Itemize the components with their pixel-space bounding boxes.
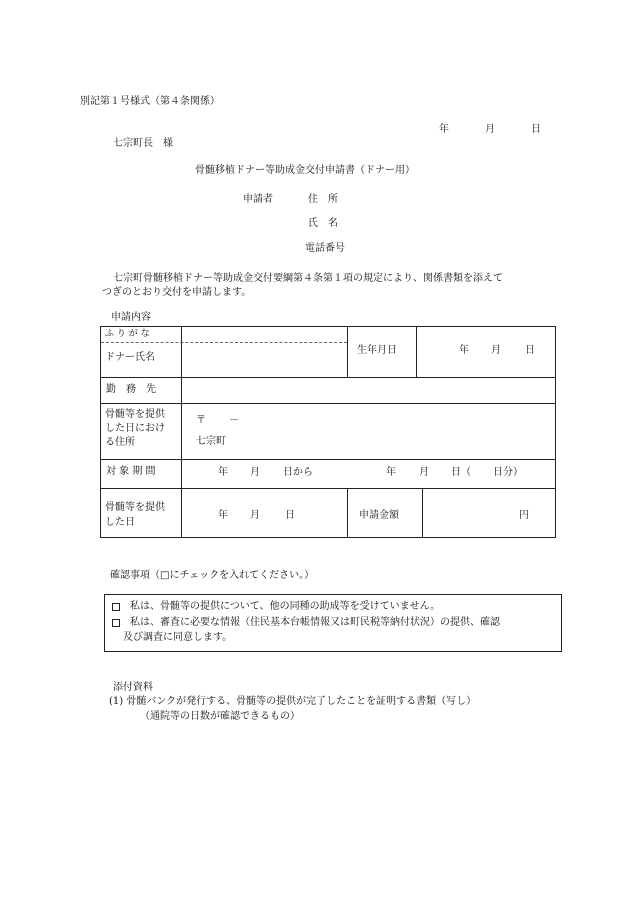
amount-field[interactable] xyxy=(423,489,533,537)
period-month-1: 月 xyxy=(250,467,260,478)
confirm-item-2-line-2: 及び調査に同意します。 xyxy=(123,632,233,643)
birth-month-label: 月 xyxy=(491,345,501,356)
date-month-label: 月 xyxy=(485,124,495,135)
period-day-1: 日から xyxy=(283,467,313,478)
address-label-line-1: 骨髄等を提供 xyxy=(105,409,165,420)
workplace-label: 勤 務 先 xyxy=(106,384,156,395)
intro-line-1: 七宗町骨髄移植ドナー等助成金交付要綱第４条第１項の規定により、関係書類を添えて xyxy=(113,273,503,284)
row-divider xyxy=(101,403,555,404)
period-days: 日分） xyxy=(493,467,523,478)
furigana-field[interactable] xyxy=(182,328,346,341)
confirm-item-2-line-1: 私は、審査に必要な情報（住民基本台帳情報又は町民税等納付状況）の提供、確認 xyxy=(130,617,500,628)
period-year-2: 年 xyxy=(386,467,396,478)
address-label-line-3: る住所 xyxy=(105,437,135,448)
birth-year-label: 年 xyxy=(459,345,469,356)
form-title: 骨髄移植ドナー等助成金交付申請書（ドナー用） xyxy=(195,165,415,176)
applicant-address-label: 住 所 xyxy=(308,194,338,205)
workplace-field[interactable] xyxy=(182,378,556,402)
amount-divider xyxy=(347,488,348,538)
provided-month: 月 xyxy=(250,510,260,521)
birth-day-label: 日 xyxy=(525,345,535,356)
attachments-heading: 添付資料 xyxy=(113,682,153,693)
attachment-item-1-note: （通院等の日数が確認できるもの） xyxy=(140,711,300,722)
attachment-item-1: (1) 骨髄バンクが発行する、骨髄等の提供が完了したことを証明する書類（写し） xyxy=(109,696,477,707)
period-month-2: 月 xyxy=(419,467,429,478)
applicant-name-label: 氏 名 xyxy=(308,218,338,229)
address-label-line-2: した日におけ xyxy=(105,423,165,434)
confirm-checkbox-2[interactable] xyxy=(112,619,120,627)
confirm-box xyxy=(104,594,562,652)
donor-name-field[interactable] xyxy=(182,344,346,376)
provided-label-line-2: した日 xyxy=(105,517,135,528)
period-year-1: 年 xyxy=(218,467,228,478)
provided-label-line-1: 骨髄等を提供 xyxy=(105,502,165,513)
amount-label: 申請金額 xyxy=(359,510,399,521)
section-title: 申請内容 xyxy=(111,312,151,323)
addressee: 七宗町長 様 xyxy=(113,138,173,149)
date-day-label: 日 xyxy=(531,124,541,135)
furigana-label: ふ り が な xyxy=(105,329,150,339)
confirm-checkbox-1[interactable] xyxy=(112,603,120,611)
postal-mark: 〒 xyxy=(196,415,206,426)
town-name: 七宗町 xyxy=(196,436,226,447)
date-year-label: 年 xyxy=(439,124,449,135)
provided-year: 年 xyxy=(218,510,228,521)
row-divider xyxy=(101,459,555,460)
applicant-phone-label: 電話番号 xyxy=(305,243,345,254)
confirm-heading: 確認事項（□にチェックを入れてください。） xyxy=(110,570,315,581)
furigana-divider xyxy=(101,342,347,343)
period-day-2: 日（ xyxy=(451,467,471,478)
form-number: 別記第１号様式（第４条関係） xyxy=(80,96,220,107)
postal-dash: － xyxy=(229,415,239,426)
period-label: 対 象 期 間 xyxy=(106,466,156,477)
confirm-item-1: 私は、骨髄等の提供について、他の同種の助成等を受けていません。 xyxy=(130,601,441,612)
birthdate-divider xyxy=(347,327,348,377)
birthdate-label: 生年月日 xyxy=(357,345,397,356)
provided-day: 日 xyxy=(285,510,295,521)
intro-line-2: つぎのとおり交付を申請します。 xyxy=(102,287,252,298)
applicant-label: 申請者 xyxy=(243,194,273,205)
amount-unit: 円 xyxy=(519,510,529,521)
birthdate-value-divider xyxy=(416,327,417,377)
application-table xyxy=(100,326,556,538)
donor-name-label: ドナー氏名 xyxy=(105,352,155,363)
